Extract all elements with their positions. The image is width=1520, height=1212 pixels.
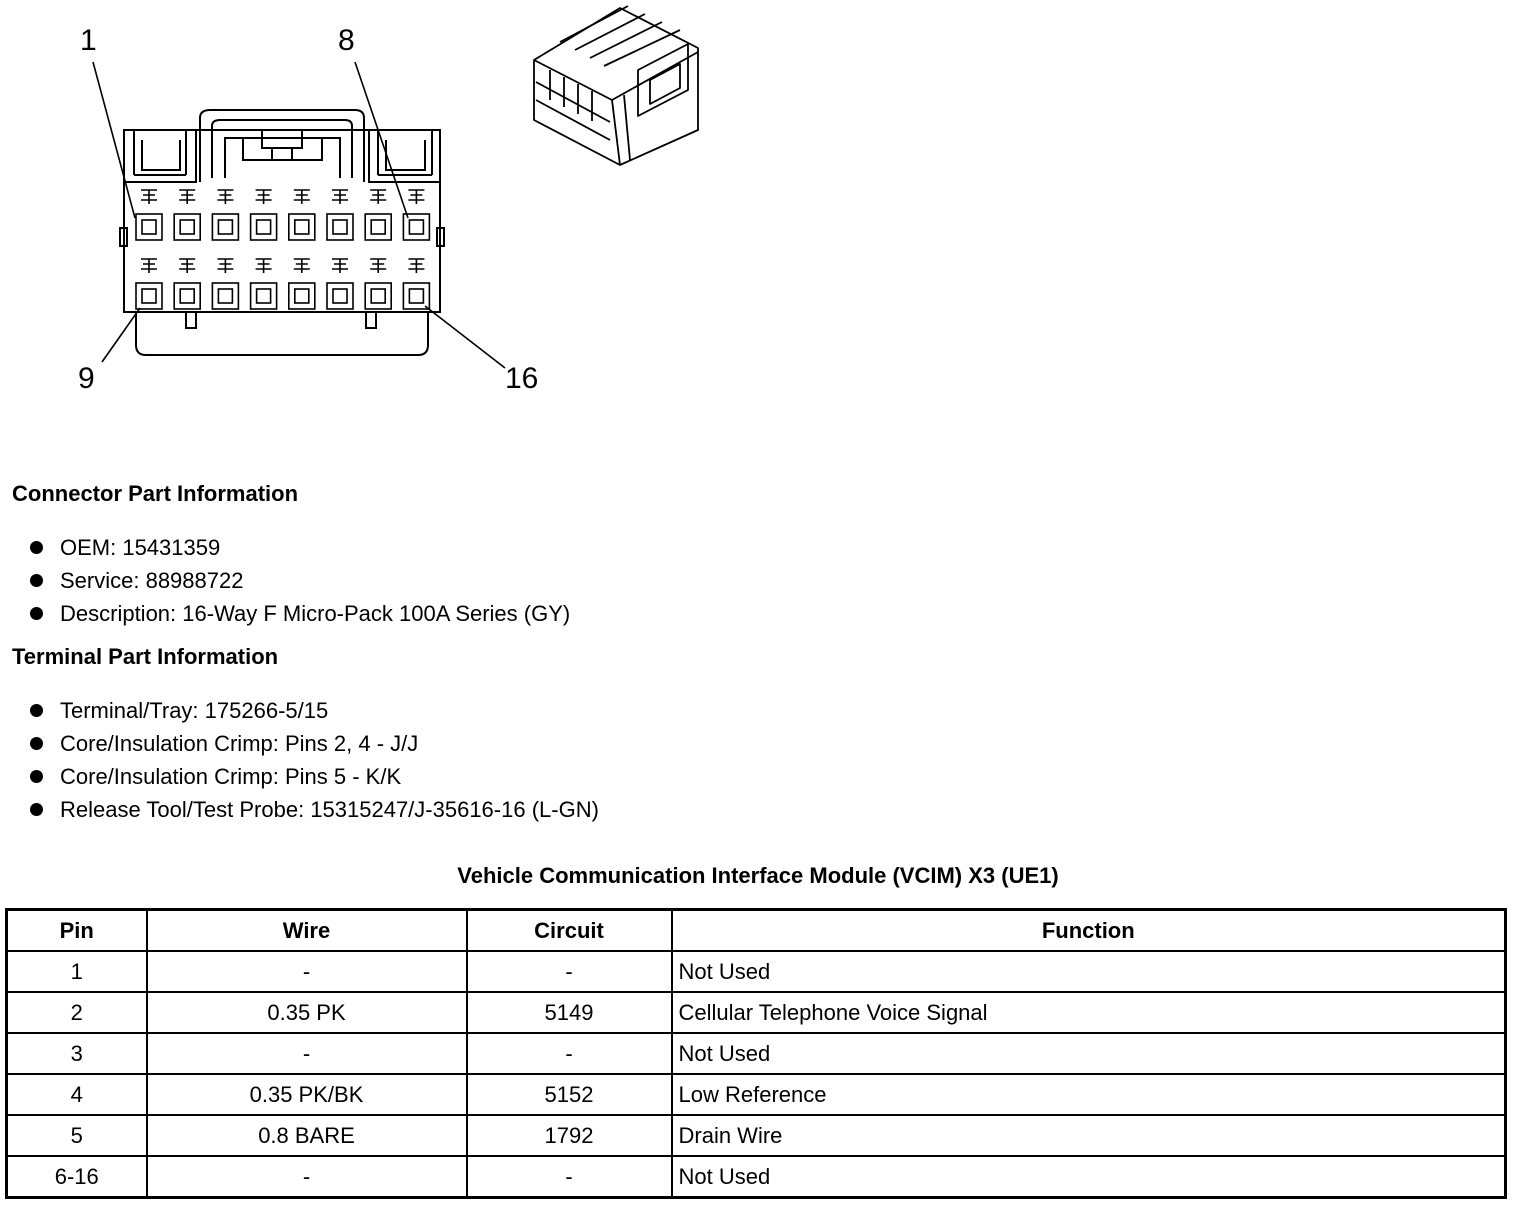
pinout-table [5, 908, 1507, 1199]
connector-face-diagram [0, 0, 560, 410]
list-item-text: Core/Insulation Crimp: Pins 2, 4 - J/J [60, 731, 419, 756]
callout-pin-9: 9 [78, 362, 95, 395]
pin-cell: 2 [7, 992, 147, 1033]
function-cell: Cellular Telephone Voice Signal [672, 992, 1506, 1033]
circuit-cell: - [467, 951, 672, 992]
connector-info-list [10, 531, 570, 630]
pin-cavity-9 [136, 259, 162, 309]
callout-pin-1: 1 [80, 24, 97, 57]
list-item [10, 564, 570, 597]
bullet-icon [30, 737, 43, 750]
function-cell: Low Reference [672, 1074, 1506, 1115]
pin-cavity-16 [403, 259, 429, 309]
pin-cell: 3 [7, 1033, 147, 1074]
pin-cavity-4 [251, 190, 277, 240]
pin-cell: 6-16 [7, 1156, 147, 1198]
pin-cavity-7 [365, 190, 391, 240]
list-item-text: Service: 88988722 [60, 568, 244, 593]
list-item [10, 531, 570, 564]
function-cell: Drain Wire [672, 1115, 1506, 1156]
callout-pin-16: 16 [505, 362, 539, 395]
pin-cavity-10 [174, 259, 200, 309]
table-title: Vehicle Communication Interface Module (VCIM) X3 (UE1) [457, 863, 1059, 888]
terminal-info-title: Terminal Part Information [12, 644, 279, 669]
list-item-text: Release Tool/Test Probe: 15315247/J-35616-16 (L-GN) [60, 797, 599, 822]
wire-cell: - [147, 1033, 467, 1074]
table-row [7, 951, 1506, 992]
table-row [7, 1115, 1506, 1156]
list-item-text: Core/Insulation Crimp: Pins 5 - K/K [60, 764, 402, 789]
table-header-row [7, 910, 1506, 952]
function-cell: Not Used [672, 1033, 1506, 1074]
wire-cell: 0.35 PK [147, 992, 467, 1033]
bullet-icon [30, 770, 43, 783]
pin-cavity-14 [327, 259, 353, 309]
wire-cell: - [147, 951, 467, 992]
pin-cavity-15 [365, 259, 391, 309]
pin-cavity-5 [289, 190, 315, 240]
circuit-cell: - [467, 1033, 672, 1074]
pin-cavity-3 [212, 190, 238, 240]
pin-cavity-6 [327, 190, 353, 240]
wire-cell: - [147, 1156, 467, 1198]
function-cell: Not Used [672, 951, 1506, 992]
list-item-text: OEM: 15431359 [60, 535, 221, 560]
bullet-icon [30, 704, 43, 717]
column-header-pin: Pin [7, 910, 147, 952]
bullet-icon [30, 803, 43, 816]
pin-cavity-12 [251, 259, 277, 309]
list-item [10, 597, 570, 630]
list-item [10, 760, 599, 793]
table-row [7, 1156, 1506, 1198]
list-item [10, 793, 599, 826]
connector-isometric-illustration [520, 0, 730, 175]
table-row [7, 1033, 1506, 1074]
circuit-cell: 5149 [467, 992, 672, 1033]
list-item-text: Terminal/Tray: 175266-5/15 [60, 698, 329, 723]
pin-cavity-13 [289, 259, 315, 309]
pin-cavity-2 [174, 190, 200, 240]
pin-cavity-11 [212, 259, 238, 309]
column-header-function: Function [672, 910, 1506, 952]
function-cell: Not Used [672, 1156, 1506, 1198]
wire-cell: 0.8 BARE [147, 1115, 467, 1156]
column-header-wire: Wire [147, 910, 467, 952]
connector-info-title: Connector Part Information [12, 481, 299, 506]
pin-cell: 5 [7, 1115, 147, 1156]
table-row [7, 992, 1506, 1033]
list-item-text: Description: 16-Way F Micro-Pack 100A Series (GY) [60, 601, 571, 626]
list-item [10, 694, 599, 727]
circuit-cell: - [467, 1156, 672, 1198]
circuit-cell: 5152 [467, 1074, 672, 1115]
callout-pin-8: 8 [338, 24, 355, 57]
table-row [7, 1074, 1506, 1115]
list-item [10, 727, 599, 760]
pin-cell: 1 [7, 951, 147, 992]
pin-cavity-1 [136, 190, 162, 240]
bullet-icon [30, 541, 43, 554]
column-header-circuit: Circuit [467, 910, 672, 952]
bullet-icon [30, 574, 43, 587]
terminal-info-list [10, 694, 599, 826]
circuit-cell: 1792 [467, 1115, 672, 1156]
bullet-icon [30, 607, 43, 620]
pin-cell: 4 [7, 1074, 147, 1115]
wire-cell: 0.35 PK/BK [147, 1074, 467, 1115]
